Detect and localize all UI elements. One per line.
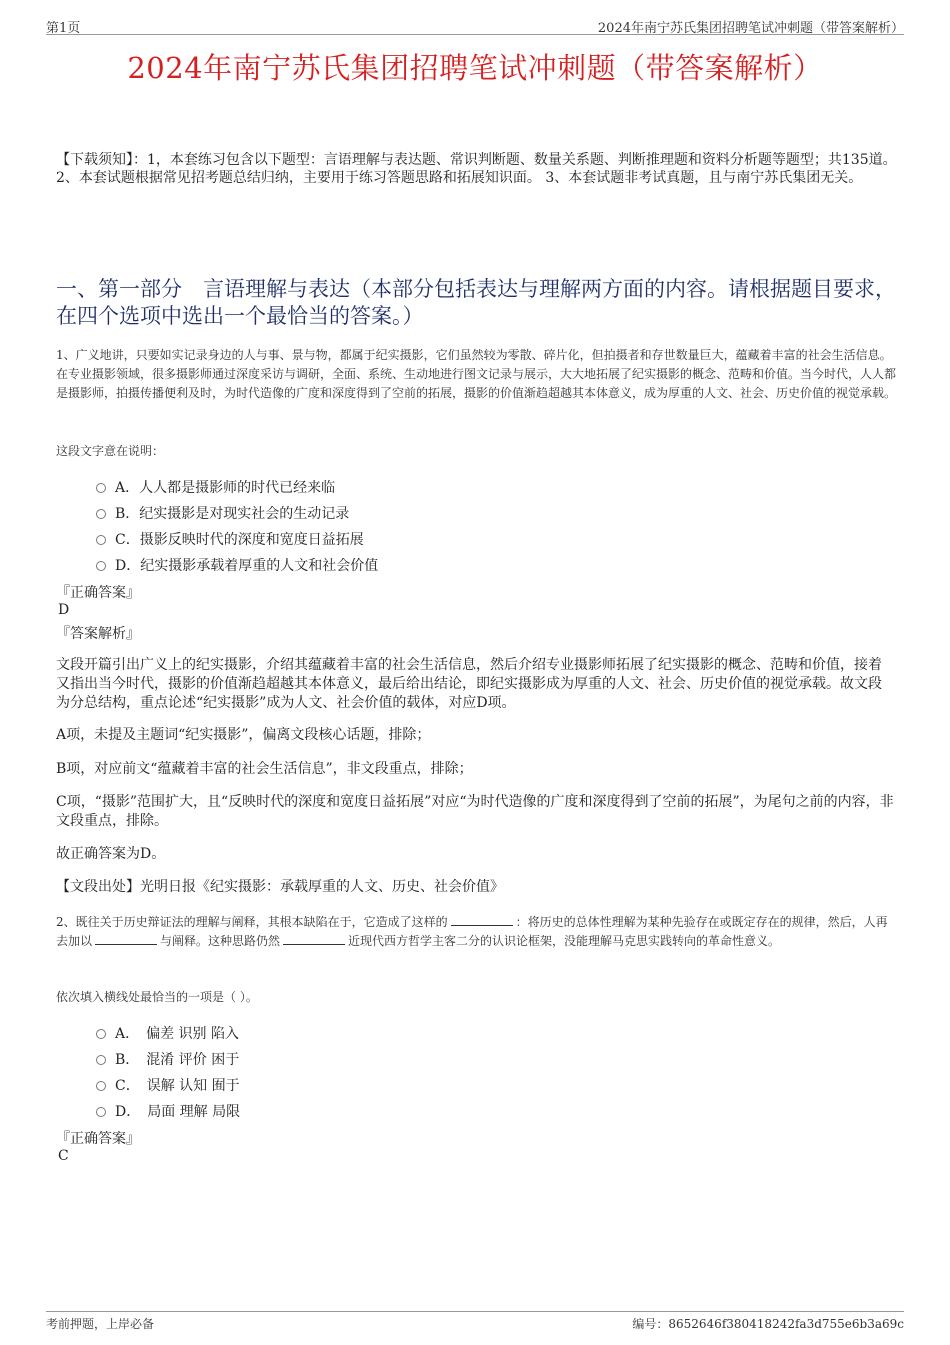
- question-1-analysis-label: 『答案解析』: [56, 626, 140, 642]
- footer-divider: [46, 1311, 904, 1312]
- question-2-text-part: 与阐释。这种思路仍然: [160, 934, 281, 948]
- radio-icon[interactable]: [96, 483, 106, 493]
- option-label: C．摄影反映时代的深度和宽度日益拓展: [115, 532, 364, 548]
- question-1-answer: D: [58, 602, 70, 618]
- question-2-text-part: 近现代西方哲学主客二分的认识论框架，没能理解马克思实践转向的革命性意义。: [348, 934, 781, 948]
- section-heading: 一、第一部分 言语理解与表达（本部分包括表达与理解两方面的内容。请根据题目要求，在四个选项中选出一个最恰当的答案。）: [56, 277, 896, 328]
- option-label: C． 误解 认知 囿于: [115, 1078, 240, 1094]
- radio-icon[interactable]: [96, 561, 106, 571]
- header-divider: [46, 34, 904, 35]
- option-label: D． 局面 理解 局限: [115, 1104, 241, 1120]
- question-1-option-d[interactable]: [96, 555, 378, 575]
- question-2-text-part: 2、既往关于历史辩证法的理解与阐释，其根本缺陷在于，它造成了这样的: [56, 915, 448, 929]
- option-label: A． 偏差 识别 陷入: [115, 1026, 240, 1042]
- question-2-answer: C: [58, 1148, 69, 1164]
- question-2-option-d[interactable]: [96, 1101, 240, 1121]
- question-1-analysis-paragraph: 文段开篇引出广义上的纪实摄影，介绍其蕴藏着丰富的社会生活信息，然后介绍专业摄影师拓展了纪实摄影的概念、范畴和价值，接着又指出当今时代，摄影的价值渐趋超越其本体意义，最后给出结论，即纪实摄影成为厚重的人文、社会、历史价值的视觉承载。故文段为分总结构，重点论述“纪实摄影”成为人文、社会价值的载体，对应D项。: [56, 657, 882, 711]
- question-1-option-b[interactable]: [96, 503, 349, 523]
- question-1-analysis-paragraph: B项，对应前文“蕴藏着丰富的社会生活信息”，非文段重点，排除；: [56, 761, 473, 777]
- question-1-option-a[interactable]: [96, 477, 335, 497]
- radio-icon[interactable]: [96, 1055, 106, 1065]
- footer-slogan: 考前押题，上岸必备: [46, 1317, 155, 1331]
- question-2-option-a[interactable]: [96, 1023, 239, 1043]
- question-1-analysis-paragraph: 故正确答案为D。: [56, 846, 166, 862]
- option-label: B．纪实摄影是对现实社会的生动记录: [115, 506, 350, 522]
- question-1-prompt: 这段文字意在说明：: [56, 444, 165, 458]
- question-2-prompt: 依次填入横线处最恰当的一项是（ ）。: [56, 990, 258, 1004]
- fill-blank: [283, 932, 345, 945]
- question-2-option-c[interactable]: [96, 1075, 240, 1095]
- fill-blank: [451, 913, 513, 926]
- question-1-option-c[interactable]: [96, 529, 364, 549]
- question-2-answer-label: 『正确答案』: [56, 1131, 140, 1147]
- radio-icon[interactable]: [96, 509, 106, 519]
- question-2-text: [56, 913, 898, 951]
- download-notice: 【下载须知】：1，本套练习包含以下题型：言语理解与表达题、常识判断题、数量关系题、判断推理题和资料分析题等题型；共135道。 2、本套试题根据常见招考题总结归纳，主要用于练习答题思路和拓展知识面。 3、本套试题非考试真题，且与南宁苏氏集团无关。: [56, 152, 897, 186]
- radio-icon[interactable]: [96, 1081, 106, 1091]
- page-number: 第1页: [46, 21, 81, 36]
- footer-serial-number: 编号：8652646f380418242fa3d755e6b3a69c: [632, 1317, 904, 1331]
- fill-blank: [95, 932, 157, 945]
- question-1-answer-label: 『正确答案』: [56, 585, 140, 601]
- question-2-text-part: ：将历史的总体性理解为某种先验存在或既定存在的规律，然后，人再去加以: [56, 915, 888, 948]
- option-label: B． 混淆 评价 困于: [115, 1052, 240, 1068]
- radio-icon[interactable]: [96, 1107, 106, 1117]
- page-title: 2024年南宁苏氏集团招聘笔试冲刺题（带答案解析）: [127, 51, 823, 85]
- question-1-analysis-paragraph: C项，“摄影”范围扩大，且“反映时代的深度和宽度日益拓展”对应“为时代造像的广度和深度得到了空前的拓展”，为尾句之前的内容，非文段重点，排除。: [56, 794, 894, 829]
- radio-icon[interactable]: [96, 535, 106, 545]
- option-label: D．纪实摄影承载着厚重的人文和社会价值: [115, 558, 379, 574]
- question-1-analysis-paragraph: A项，未提及主题词“纪实摄影”，偏离文段核心话题，排除；: [56, 727, 431, 743]
- header-doc-title: 2024年南宁苏氏集团招聘笔试冲刺题（带答案解析）: [597, 21, 904, 36]
- question-1-text: 1、广义地讲，只要如实记录身边的人与事、景与物，都属于纪实摄影，它们虽然较为零散、碎片化，但拍摄者和存世数量巨大，蕴藏着丰富的社会生活信息。在专业摄影领域，很多摄影师通过深度采访与调研，全面、系统、生动地进行图文记录与展示，大大地拓展了纪实摄影的概念、范畴和价值。当今时代，人人都是摄影师，拍摄传播便利及时，为时代造像的广度和深度得到了空前的拓展，摄影的价值渐趋超越其本体意义，成为厚重的人文、社会、历史价值的视觉承载。: [56, 348, 897, 400]
- question-1-source: 【文段出处】光明日报《纪实摄影：承载厚重的人文、历史、社会价值》: [56, 879, 504, 895]
- radio-icon[interactable]: [96, 1029, 106, 1039]
- option-label: A．人人都是摄影师的时代已经来临: [115, 480, 336, 496]
- question-2-option-b[interactable]: [96, 1049, 239, 1069]
